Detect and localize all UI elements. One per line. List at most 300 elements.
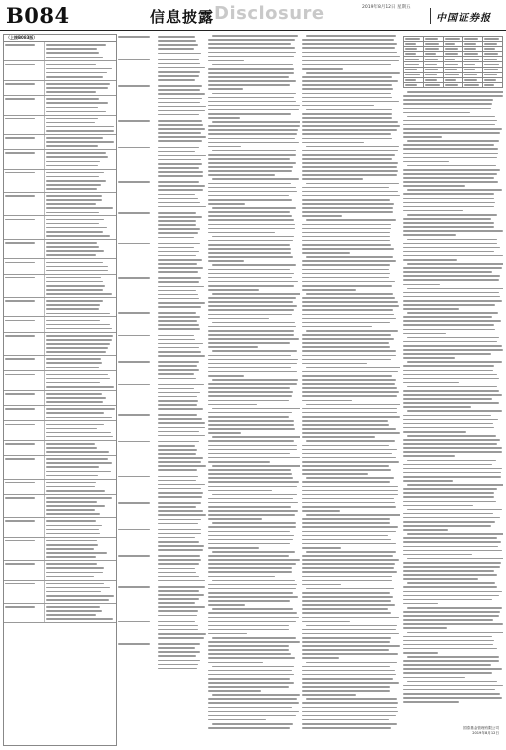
table-row	[404, 72, 503, 77]
fund-row	[4, 391, 116, 406]
text-line	[464, 62, 481, 66]
text-line	[403, 115, 503, 119]
text-line	[302, 402, 400, 406]
text-line	[405, 52, 422, 56]
text-line	[5, 422, 43, 426]
fund-description-cell	[45, 356, 116, 370]
text-line	[464, 42, 481, 46]
fund-description-cell	[45, 391, 116, 405]
signature-date: 2019年8月12日	[472, 731, 499, 735]
text-line	[403, 241, 503, 245]
text-line	[208, 533, 300, 537]
text-line	[445, 78, 462, 82]
text-line	[5, 171, 43, 175]
fund-description-cell	[157, 118, 207, 145]
text-line	[118, 413, 156, 417]
text-line	[405, 57, 422, 61]
text-line	[208, 226, 300, 230]
data-table	[403, 36, 503, 88]
fund-description-cell	[157, 144, 207, 179]
fund-row	[4, 538, 116, 561]
fund-name-cell	[4, 356, 45, 370]
text-line	[445, 57, 462, 61]
text-line	[46, 400, 115, 404]
fund-row	[117, 473, 207, 500]
fund-name-cell	[4, 518, 45, 536]
text-line	[405, 62, 422, 66]
text-line	[464, 37, 481, 41]
text-line	[46, 617, 115, 621]
fund-description-cell	[157, 275, 207, 310]
text-line	[5, 481, 43, 485]
text-line	[302, 95, 400, 99]
text-line	[118, 57, 156, 61]
text-line	[464, 83, 481, 87]
section-title-english: Disclosure	[214, 3, 325, 24]
text-line	[118, 382, 156, 386]
table-cell	[463, 82, 483, 87]
fund-name-cell	[4, 61, 45, 79]
fund-name-cell	[4, 441, 45, 455]
text-line	[5, 442, 43, 446]
fund-description-cell	[157, 240, 207, 275]
fund-row	[117, 240, 207, 275]
fund-description-cell	[45, 216, 116, 238]
fund-row	[117, 34, 207, 56]
text-line	[208, 624, 300, 628]
text-line	[5, 260, 43, 264]
table-row	[404, 62, 503, 67]
fund-row	[117, 527, 207, 554]
fund-description-cell	[157, 381, 207, 412]
text-line	[208, 185, 300, 189]
fund-description-cell	[157, 179, 207, 210]
fund-name-cell	[117, 439, 157, 474]
fund-name-cell	[117, 641, 157, 672]
fund-row	[4, 333, 116, 356]
text-line	[118, 554, 156, 558]
text-line	[158, 270, 206, 274]
text-line	[425, 62, 442, 66]
fund-description-cell	[157, 210, 207, 241]
column-3	[208, 34, 300, 744]
fund-name-cell	[4, 581, 45, 603]
text-line	[46, 269, 115, 273]
text-line	[118, 501, 156, 505]
text-line	[118, 642, 156, 646]
text-line	[5, 496, 43, 500]
text-line	[302, 493, 400, 497]
text-line	[46, 144, 115, 148]
fund-name-cell	[4, 495, 45, 517]
text-line	[118, 145, 156, 149]
text-line	[445, 42, 462, 46]
fund-description-cell	[45, 81, 116, 95]
fund-name-cell	[4, 150, 45, 168]
text-line	[118, 528, 156, 532]
fund-description-cell	[45, 441, 116, 455]
text-line	[464, 68, 481, 72]
continued-from-label: （上接B083版）	[4, 35, 116, 42]
text-line	[403, 286, 503, 290]
text-line	[118, 84, 156, 88]
fund-name-cell	[117, 332, 157, 359]
text-line	[208, 100, 300, 104]
text-line	[403, 155, 503, 159]
fund-description-cell	[45, 604, 116, 622]
text-line	[5, 562, 43, 566]
fund-row	[4, 421, 116, 440]
text-line	[5, 318, 43, 322]
text-line	[302, 185, 400, 189]
text-line	[464, 47, 481, 51]
fund-row	[4, 317, 116, 332]
fund-name-cell	[4, 193, 45, 215]
text-line	[158, 548, 206, 552]
fund-row	[4, 193, 116, 216]
column-5	[403, 34, 503, 744]
text-line	[5, 457, 43, 461]
fund-rows	[4, 42, 116, 623]
text-line	[484, 73, 501, 77]
text-line	[158, 579, 206, 583]
fund-row	[4, 581, 116, 604]
text-line	[46, 75, 115, 79]
text-line	[302, 316, 400, 320]
fund-row	[4, 518, 116, 537]
fund-name-cell	[4, 480, 45, 494]
fund-name-cell	[117, 381, 157, 412]
fund-name-cell	[117, 240, 157, 275]
fund-row	[117, 275, 207, 310]
section-title: 信息披露	[150, 8, 215, 26]
fund-row	[117, 584, 207, 619]
text-line	[302, 624, 400, 628]
text-line	[405, 83, 422, 87]
fund-row	[117, 179, 207, 210]
text-line	[403, 593, 503, 597]
text-line	[5, 372, 43, 376]
fund-row	[4, 441, 116, 456]
fund-name-cell	[4, 538, 45, 560]
text-line	[158, 521, 206, 525]
text-line	[484, 78, 501, 82]
fund-name-cell	[4, 116, 45, 134]
text-line	[484, 83, 501, 87]
fund-row	[4, 371, 116, 390]
text-line	[46, 385, 115, 389]
text-line	[158, 613, 206, 617]
column-4	[302, 34, 400, 744]
text-line	[208, 664, 300, 668]
fund-name-cell	[117, 584, 157, 619]
fund-name-cell	[117, 553, 157, 584]
fund-row	[117, 83, 207, 118]
text-line	[425, 68, 442, 72]
text-line	[46, 473, 115, 477]
fund-description-cell	[45, 317, 116, 331]
fund-description-cell	[45, 193, 116, 215]
text-line	[445, 37, 462, 41]
fund-description-cell	[45, 495, 116, 517]
fund-name-cell	[4, 604, 45, 622]
column-2	[117, 34, 207, 744]
fund-row	[4, 604, 116, 623]
text-line	[484, 57, 501, 61]
text-line	[158, 528, 206, 532]
text-line	[46, 187, 115, 191]
fund-name-cell	[4, 240, 45, 258]
text-line	[425, 47, 442, 51]
text-line	[484, 47, 501, 51]
fund-name-cell	[4, 561, 45, 579]
text-line	[5, 334, 43, 338]
text-line	[46, 311, 115, 315]
fund-description-cell	[157, 618, 207, 640]
fund-name-cell	[4, 391, 45, 405]
fund-description-cell	[45, 421, 116, 439]
text-line	[118, 311, 156, 315]
text-line	[118, 474, 156, 478]
text-line	[302, 709, 400, 713]
text-line	[158, 174, 206, 178]
fund-row	[4, 480, 116, 495]
masthead	[0, 0, 506, 31]
text-line	[46, 109, 115, 113]
fund-name-cell	[4, 333, 45, 355]
table-cell	[483, 82, 503, 87]
text-line	[302, 54, 400, 58]
text-line	[445, 68, 462, 72]
text-line	[46, 415, 115, 419]
fund-name-cell	[4, 81, 45, 95]
text-line	[158, 139, 206, 143]
text-line	[445, 52, 462, 56]
text-line	[208, 709, 300, 713]
text-line	[302, 533, 400, 537]
text-line	[158, 382, 206, 386]
text-line	[5, 582, 43, 586]
text-line	[425, 73, 442, 77]
fund-name-cell	[117, 618, 157, 640]
fund-row	[4, 96, 116, 115]
fund-name-cell	[117, 500, 157, 527]
text-line	[118, 35, 156, 39]
fund-description-cell	[157, 359, 207, 381]
fund-row	[4, 275, 116, 298]
fund-description-cell	[157, 584, 207, 619]
fund-name-cell	[4, 406, 45, 420]
text-line	[208, 493, 300, 497]
text-line	[302, 231, 400, 235]
text-line	[46, 598, 115, 602]
text-line	[5, 194, 43, 198]
text-line	[302, 726, 400, 730]
fund-row	[4, 170, 116, 193]
text-line	[158, 305, 206, 309]
text-line	[46, 350, 115, 354]
text-line	[118, 333, 156, 337]
fund-description-cell	[157, 412, 207, 439]
text-line	[403, 679, 503, 683]
fund-name-cell	[117, 34, 157, 56]
text-line	[46, 55, 115, 59]
fund-row	[4, 561, 116, 580]
text-line	[118, 180, 156, 184]
fund-name-cell	[4, 135, 45, 149]
table-cell	[423, 82, 443, 87]
text-line	[445, 83, 462, 87]
fund-name-cell	[117, 527, 157, 554]
text-line	[302, 271, 400, 275]
table-row	[404, 82, 503, 87]
text-line	[46, 90, 115, 94]
text-line	[445, 73, 462, 77]
fund-list-box	[3, 34, 117, 746]
text-line	[158, 434, 206, 438]
fund-row	[117, 56, 207, 83]
fund-name-cell	[117, 56, 157, 83]
text-line	[158, 407, 206, 411]
text-line	[46, 264, 115, 268]
text-line	[5, 605, 43, 609]
text-line	[46, 555, 115, 559]
fund-name-cell	[117, 118, 157, 145]
fund-row	[117, 210, 207, 241]
text-line	[5, 136, 43, 140]
fund-name-cell	[117, 210, 157, 241]
text-line	[158, 241, 206, 245]
fund-row	[117, 144, 207, 179]
text-line	[46, 327, 115, 331]
text-line	[5, 357, 43, 361]
fund-description-cell	[157, 34, 207, 56]
newspaper-logo: 中国证券报	[436, 13, 491, 24]
fund-description-cell	[45, 170, 116, 192]
text-line	[208, 54, 300, 58]
fund-name-cell	[4, 371, 45, 389]
text-line	[425, 37, 442, 41]
fund-name-cell	[117, 412, 157, 439]
text-line	[46, 163, 115, 167]
issue-date: 2019年8月12日 星期五	[362, 5, 411, 10]
fund-description-cell	[45, 456, 116, 478]
fund-row	[4, 495, 116, 518]
text-line	[403, 634, 503, 638]
text-line	[208, 619, 300, 623]
text-line	[302, 357, 400, 361]
fund-description-cell	[157, 473, 207, 500]
fund-description-cell	[45, 259, 116, 273]
text-line	[208, 140, 300, 144]
fund-row	[117, 412, 207, 439]
text-line	[158, 105, 206, 109]
text-line	[302, 578, 400, 582]
text-line	[46, 372, 115, 376]
text-line	[403, 372, 503, 376]
text-line	[46, 532, 115, 536]
fund-row	[4, 135, 116, 150]
text-line	[46, 129, 115, 133]
fund-description-cell	[45, 371, 116, 389]
fund-description-cell	[45, 518, 116, 536]
article-body	[3, 34, 503, 744]
text-line	[425, 57, 442, 61]
fund-description-cell	[45, 333, 116, 355]
fund-name-cell	[4, 298, 45, 316]
fund-row	[4, 298, 116, 317]
text-line	[158, 495, 206, 499]
text-line	[302, 447, 400, 451]
text-line	[208, 95, 300, 99]
text-line	[405, 42, 422, 46]
fund-description-cell	[45, 406, 116, 420]
text-line	[445, 62, 462, 66]
text-line	[425, 52, 442, 56]
text-line	[5, 43, 43, 47]
fund-row	[117, 118, 207, 145]
text-line	[158, 376, 206, 380]
text-line	[5, 151, 43, 155]
fund-row	[117, 618, 207, 640]
text-line	[118, 211, 156, 215]
text-line	[158, 113, 206, 117]
text-line	[118, 619, 156, 623]
fund-name-cell	[4, 456, 45, 478]
text-line	[403, 246, 503, 250]
fund-name-cell	[117, 83, 157, 118]
text-line	[425, 42, 442, 46]
text-line	[484, 62, 501, 66]
text-line	[405, 37, 422, 41]
text-line	[118, 440, 156, 444]
fund-name-cell	[4, 216, 45, 238]
text-line	[46, 253, 115, 257]
fund-name-cell	[117, 144, 157, 179]
text-line	[46, 234, 115, 238]
fund-name-cell	[4, 275, 45, 297]
text-line	[5, 299, 43, 303]
column-5-text	[403, 90, 503, 704]
text-line	[46, 365, 115, 369]
fund-description-cell	[157, 553, 207, 584]
fund-row	[117, 310, 207, 332]
fund-description-cell	[157, 641, 207, 672]
text-line	[302, 488, 400, 492]
page-code: B084	[6, 3, 70, 28]
text-line	[118, 360, 156, 364]
fund-name-cell	[117, 359, 157, 381]
text-line	[118, 585, 156, 589]
fund-description-cell	[45, 561, 116, 579]
text-line	[403, 548, 503, 552]
fund-description-cell	[45, 61, 116, 79]
text-line	[208, 357, 300, 361]
text-line	[46, 450, 115, 454]
text-line	[118, 276, 156, 280]
text-line	[208, 271, 300, 275]
fund-description-cell	[45, 135, 116, 149]
text-line	[5, 117, 43, 121]
text-line	[5, 241, 43, 245]
text-line	[302, 100, 400, 104]
fund-row	[117, 359, 207, 381]
text-line	[158, 667, 206, 671]
fund-row	[4, 356, 116, 371]
fund-description-cell	[157, 500, 207, 527]
text-line	[5, 539, 43, 543]
fund-name-cell	[4, 96, 45, 114]
